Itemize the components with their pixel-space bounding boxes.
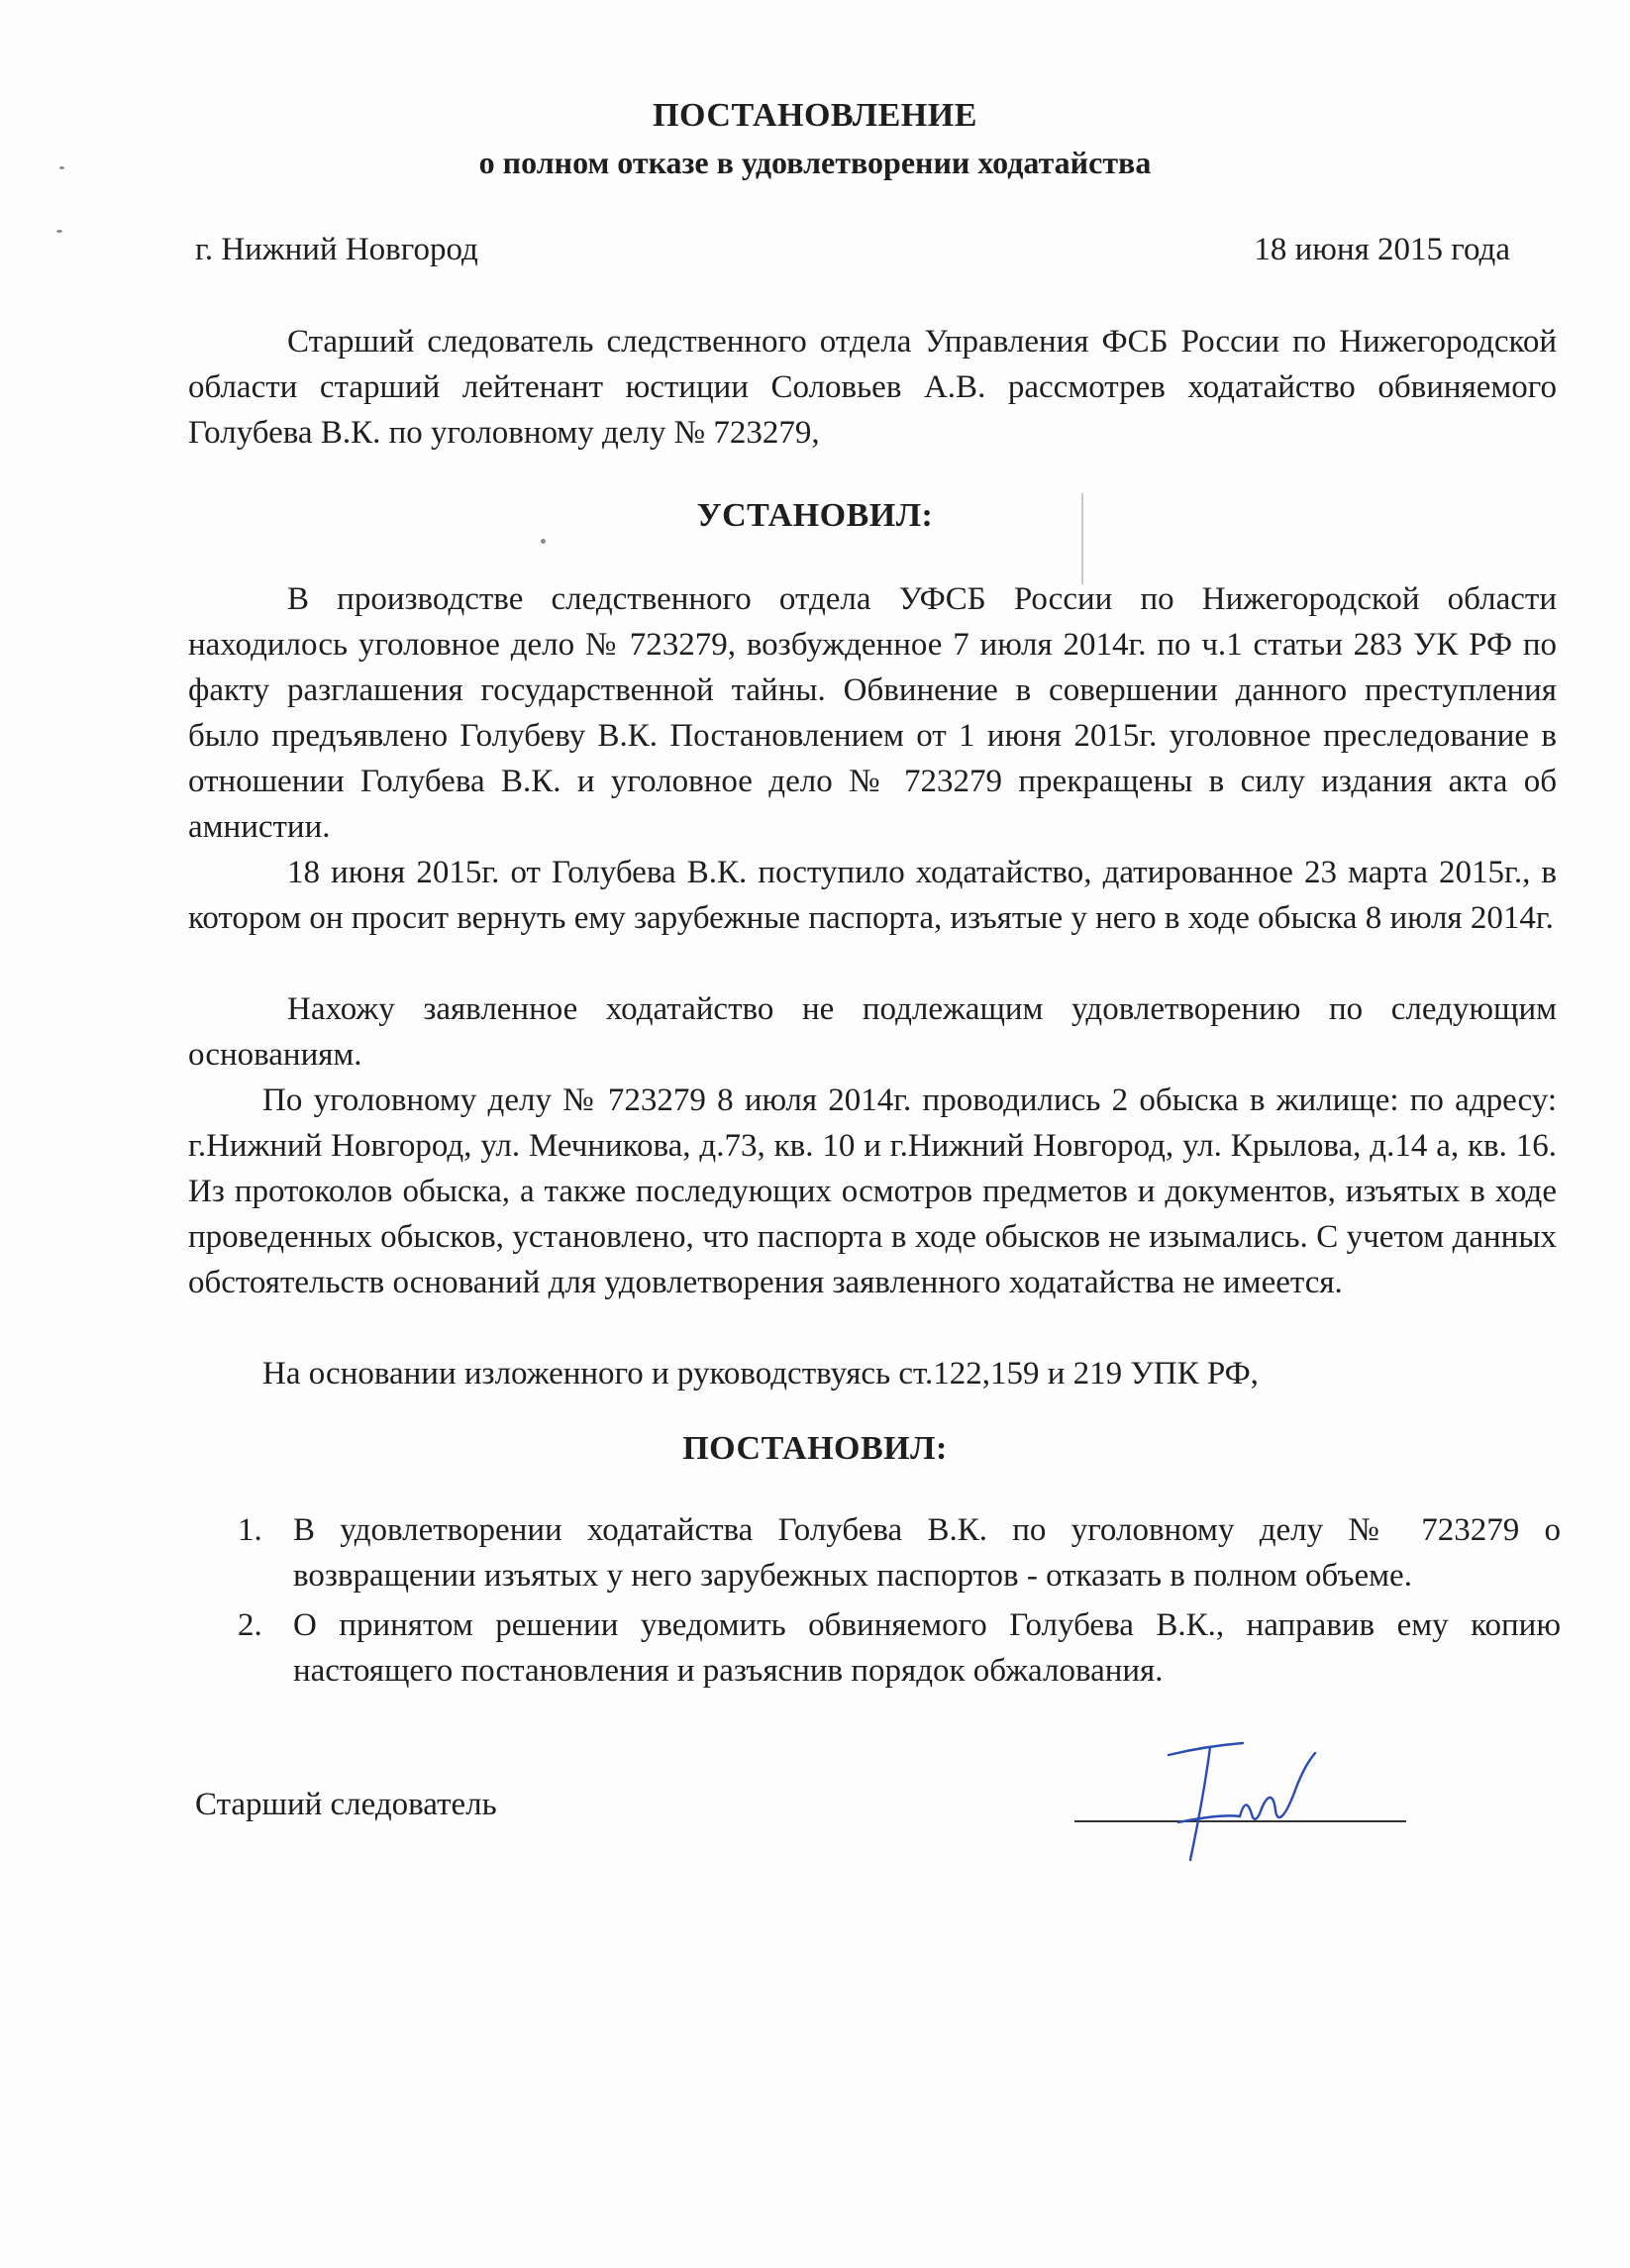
established-heading: УСТАНОВИЛ: — [696, 497, 934, 534]
decided-heading: ПОСТАНОВИЛ: — [682, 1430, 948, 1467]
document-date: 18 июня 2015 года — [1254, 232, 1510, 267]
established-paragraph-5: На основании изложенного и руководствуясь ст.122,159 и 219 УПК РФ, — [262, 1356, 1259, 1392]
decision-number: 2. — [238, 1607, 262, 1643]
established-paragraph-1: В производстве следственного отдела УФСБ России по Нижегородской области находилось уголовное дело № 723279, возбужденное 7 июля 2014г. по ч.1 статьи 283 УК РФ по факту разглашения государственной тайны. Обвинение в совершении данного преступления было предъявлено Голубеву В.К. Постановлением от 1 июня 2015г. уголовное преследование в отношении Голубева В.К. и уголовное дело № 723279 прекращены в силу издания акта об амнистии. — [188, 581, 1557, 845]
decision-number: 1. — [238, 1512, 262, 1548]
handwritten-signature — [1149, 1723, 1327, 1872]
signatory-position: Старший следователь — [195, 1787, 497, 1822]
established-paragraph-3: Нахожу заявленное ходатайство не подлежащим удовлетворению по следующим основаниям. — [188, 991, 1557, 1073]
established-paragraph-2: 18 июня 2015г. от Голубева В.К. поступило ходатайство, датированное 23 марта 2015г., в котором он просит вернуть ему зарубежные паспорта, изъятые у него в ходе обыска 8 июля 2014г. — [188, 855, 1557, 936]
document-title: ПОСТАНОВЛЕНИЕ — [653, 97, 977, 134]
intro-paragraph: Старший следователь следственного отдела Управления ФСБ России по Нижегородской области старший лейтенант юстиции Соловьев А.В. рассмотрев ходатайство обвиняемого Голубева В.К. по уголовному делу № 723279, — [188, 324, 1557, 451]
decision-text: В удовлетворении ходатайства Голубева В.К. по уголовному делу № 723279 о возвращении изъятых у него зарубежных паспортов - отказать в полном объеме. — [293, 1512, 1561, 1594]
document-city: г. Нижний Новгород — [195, 232, 478, 267]
scan-speck — [56, 230, 62, 233]
decision-text: О принятом решении уведомить обвиняемого Голубева В.К., направив ему копию настоящего постановления и разъяснив порядок обжалования. — [293, 1607, 1561, 1689]
document-subtitle: о полном отказе в удовлетворении ходатайства — [478, 145, 1152, 180]
decision-item — [238, 1602, 1561, 1694]
decision-item — [238, 1507, 1561, 1598]
decision-list — [238, 1507, 1561, 1698]
scan-speck — [541, 539, 546, 544]
established-paragraph-4: По уголовному делу № 723279 8 июля 2014г. проводились 2 обыска в жилище: по адресу: г.Нижний Новгород, ул. Мечникова, д.73, кв. 10 и г.Нижний Новгород, ул. Крылова, д.14 а, кв. 16. Из протоколов обыска, а также последующих осмотров предметов и документов, изъятых в ходе проведенных обысков, установлено, что паспорта в ходе обысков не изымались. С учетом данных обстоятельств оснований для удовлетворения заявленного ходатайства не имеется. — [188, 1082, 1557, 1300]
